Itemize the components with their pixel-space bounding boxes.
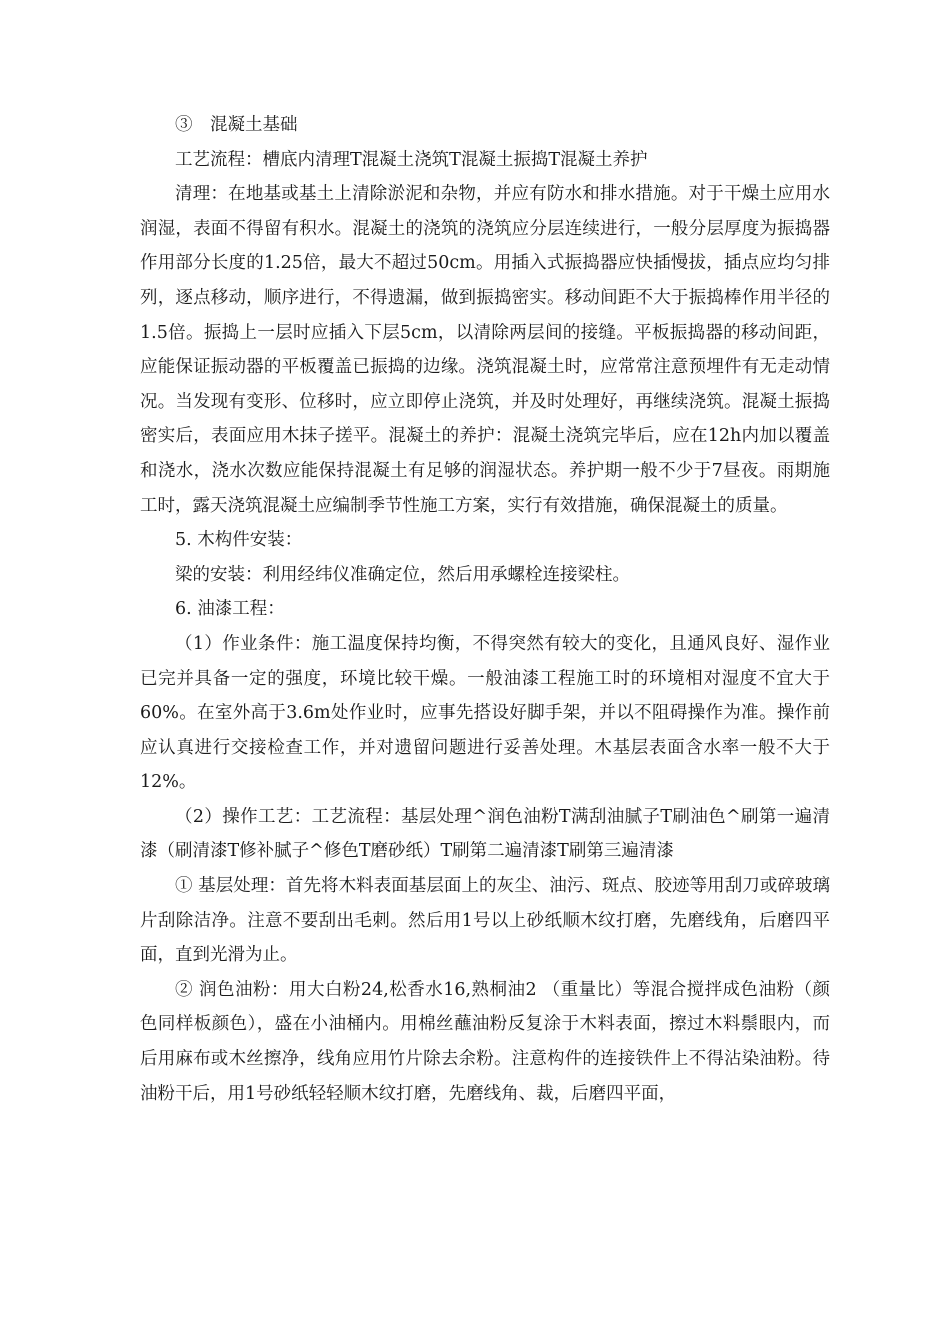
heading-wood-installation: 5. 木构件安装： (175, 530, 303, 551)
paragraph-cleaning: 清理：在地基或基土上清除淤泥和杂物，并应有防水和排水措施。对于干燥土应用水润湿，表面不得留有积水。混凝土的浇筑的浇筑应分层连续进行，一般分层厚度为振捣器作用部分长度的1.25倍，最大不超过50cm。用插入式振捣器应快插慢拔，插点应均匀排列，逐点移动，顺序进行，不得遗漏，做到振捣密实。移动间距不大于振捣棒作用半径的1.5倍。振捣上一层时应插入下层5cm，以清除两层间的接缝。平板振捣器的移动间距，应能保证振动器的平板覆盖已振捣的边缘。浇筑混凝土时，应常常注意预埋件有无走动情况。当发现有变形、位移时，应立即停止浇筑，并及时处理好，再继续浇筑。混凝土振捣密实后，表面应用木抹子搓平。混凝土的养护：混凝土浇筑完毕后，应在12h内加以覆盖和浇水，浇水次数应能保持混凝土有足够的润湿状态。养护期一般不少于7昼夜。雨期施工时，露天浇筑混凝土应编制季节性施工方案，实行有效措施，确保混凝土的质量。 (140, 184, 830, 516)
paragraph-base-treatment: ① 基层处理：首先将木料表面基层面上的灰尘、油污、斑点、胶迹等用刮刀或碎玻璃片刮除洁净。注意不要刮出毛刺。然后用1号以上砂纸顺木纹打磨，先磨线角，后磨四平面，直到光滑为止。 (140, 876, 830, 966)
paragraph-beam-installation: 梁的安装：利用经纬仪准确定位，然后用承螺栓连接梁柱。 (175, 564, 630, 585)
document-body (140, 108, 830, 1111)
paragraph-oil-powder: ② 润色油粉：用大白粉24,松香水16,熟桐油2 （重量比）等混合搅拌成色油粉（颜色同样板颜色），盛在小油桶内。用棉丝蘸油粉反复涂于木料表面，擦过木料鬃眼内，而后用麻布或木丝擦净，线角应用竹片除去余粉。注意构件的连接铁件上不得沾染油粉。待油粉干后，用1号砂纸轻轻顺木纹打磨，先磨线角、裁，后磨四平面， (140, 979, 830, 1104)
paragraph-process-flow: 工艺流程：槽底内清理T混凝土浇筑T混凝土振捣T混凝土养护 (175, 149, 648, 170)
paragraph-operation-process: （2）操作工艺：工艺流程：基层处理^润色油粉T满刮油腻子T刷油色^刷第一遍清漆（刷清漆T修补腻子^修色T磨砂纸）T刷第二遍清漆T刷第三遍清漆 (140, 806, 830, 862)
heading-concrete-foundation: ③ 混凝土基础 (175, 115, 298, 135)
paragraph-work-conditions: （1）作业条件：施工温度保持均衡，不得突然有较大的变化，且通风良好、湿作业已完并具备一定的强度，环境比较干燥。一般油漆工程施工时的环境相对湿度不宜大于60%。在室外高于3.6m处作业时，应事先搭设好脚手架，并以不阻碍操作为准。操作前应认真进行交接检查工作，并对遗留问题进行妥善处理。木基层表面含水率一般不大于12%。 (140, 633, 830, 793)
heading-paint-work: 6. 油漆工程： (175, 599, 285, 620)
